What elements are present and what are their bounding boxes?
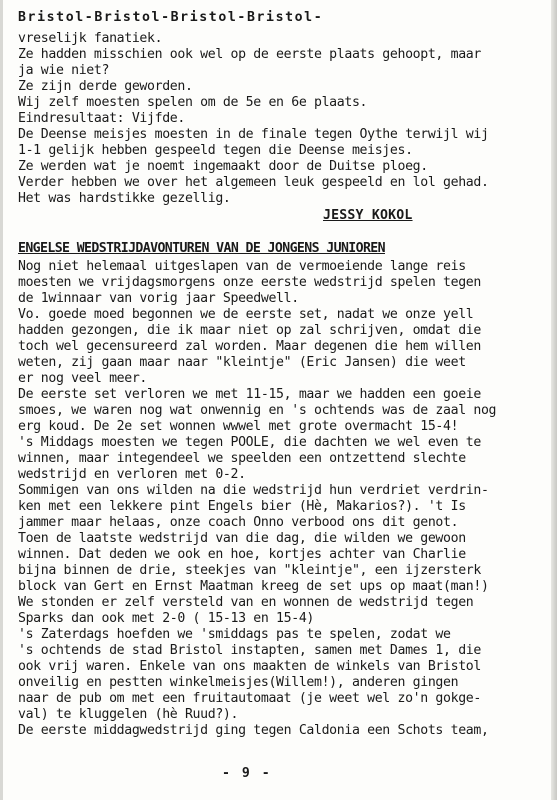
text-line: Toen de laatste wedstrijd van die dag, die wilden we gewoon [18, 531, 466, 546]
text-line: er nog veel meer. [18, 371, 148, 386]
header-line: Bristol-Bristol-Bristol-Bristol- [18, 10, 324, 25]
text-line: De Deense meisjes moesten in de finale tegen Oythe terwijl wij [18, 127, 489, 142]
text-line: de 1winnaar van vorig jaar Speedwell. [18, 291, 299, 306]
text-line: Vo. goede moed begonnen we de eerste set, nadat we onze yell [18, 307, 474, 322]
text-line: 's Middags moesten we tegen POOLE, die dachten we wel even te [18, 435, 481, 450]
text-line: moesten we vrijdagsmorgens onze eerste wedstrijd spelen tegen [18, 275, 481, 290]
text-line: 1-1 gelijk hebben gespeeld tegen die Deense meisjes. [18, 143, 413, 158]
text-line: naar de pub om met een fruitautomaat (je weet wel zo'n gokge- [18, 691, 481, 706]
text-line: ja wie niet? [18, 63, 110, 78]
text-line: smoes, we waren nog wat onwennig en 's ochtends was de zaal nog [18, 403, 497, 418]
page-right-edge [551, 0, 557, 800]
text-line: wedstrijd en verloren met 0-2. [18, 467, 246, 482]
text-line: winnen, maar integendeel we speelden een ontzettend slechte [18, 451, 466, 466]
text-line: Nog niet helemaal uitgeslapen van de vermoeiende lange reis [18, 259, 466, 274]
page-number: - 9 - [222, 766, 272, 781]
text-line: vreselijk fanatiek. [18, 31, 163, 46]
text-line: jammer maar helaas, onze coach Onno verbood ons dit genot. [18, 515, 459, 530]
text-line: Het was hardstikke gezellig. [18, 191, 231, 206]
text-line: bijna binnen de drie, steekjes van "kleintje", een ijzersterk [18, 563, 481, 578]
section-heading: ENGELSE WEDSTRIJDAVONTUREN VAN DE JONGENS JUNIOREN [18, 241, 385, 256]
text-line: Ze werden wat je noemt ingemaakt door de Duitse ploeg. [18, 159, 428, 174]
text-line: Eindresultaat: Vijfde. [18, 111, 185, 126]
text-line: ken met een lekkere pint Engels bier (Hè, Makarios?). 't Is [18, 499, 466, 514]
text-line: onveilig en pestten winkelmeisjes(Willem!), anderen gingen [18, 675, 459, 690]
text-line: Ze hadden misschien ook wel op de eerste plaats gehoopt, maar [18, 47, 481, 62]
text-line: De eerste set verloren we met 11-15, maar we hadden een goeie [18, 387, 481, 402]
page-left-edge [0, 0, 3, 800]
text-line: Sommigen van ons wilden na die wedstrijd hun verdriet verdrin- [18, 483, 489, 498]
text-line: weten, zij gaan maar naar "kleintje" (Eric Jansen) die weet [18, 355, 466, 370]
text-line: We stonden er zelf versteld van en wonnen de wedstrijd tegen [18, 595, 474, 610]
text-line: winnen. Dat deden we ook en hoe, kortjes achter van Charlie [18, 547, 466, 562]
text-line: 's ochtends de stad Bristol instapten, samen met Dames 1, die [18, 643, 481, 658]
text-line: val) te kluggelen (hè Ruud?). [18, 707, 239, 722]
text-line: Wij zelf moesten spelen om de 5e en 6e plaats. [18, 95, 368, 110]
text-line: ook vrij waren. Enkele van ons maakten de winkels van Bristol [18, 659, 481, 674]
text-line: Verder hebben we over het algemeen leuk gespeeld en lol gehad. [18, 175, 489, 190]
author-signature: JESSY KOKOL [323, 208, 413, 223]
text-line: Sparks dan ook met 2-0 ( 15-13 en 15-4) [18, 611, 314, 626]
text-line: hadden gezongen, die ik maar niet op zal schrijven, omdat die [18, 323, 481, 338]
text-line: block van Gert en Ernst Maatman kreeg de set ups op maat(man!) [18, 579, 489, 594]
text-line: De eerste middagwedstrijd ging tegen Caldonia een Schots team, [18, 723, 489, 738]
text-line: toch wel gecensureerd zal worden. Maar degenen die hem willen [18, 339, 481, 354]
text-line: Ze zijn derde geworden. [18, 79, 193, 94]
text-line: 's Zaterdags hoefden we 'smiddags pas te spelen, zodat we [18, 627, 451, 642]
text-line: erg koud. De 2e set wonnen wwwel met grote overmacht 15-4! [18, 419, 459, 434]
